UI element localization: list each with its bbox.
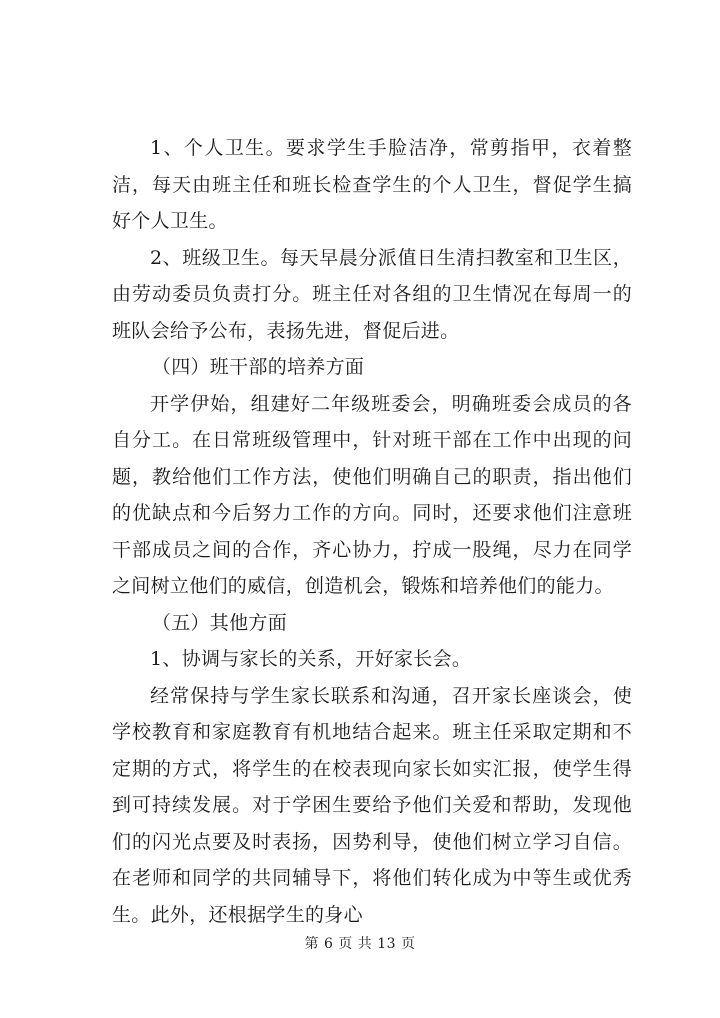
paragraph-class-cadre: 开学伊始，组建好二年级班委会，明确班委会成员的各自分工。在日常班级管理中，针对班干部在工作中出现的问题，教给他们工作方法，使他们明确自己的职责，指出他们的优缺点和今后努力工作的方向。同时，还要求他们注意班干部成员之间的合作，齐心协力，拧成一股绳，尽力在同学之间树立他们的威信，创造机会，锻炼和培养他们的能力。 (112, 392, 632, 597)
paragraph-parent-relations: 经常保持与学生家长联系和沟通，召开家长座谈会，使学校教育和家庭教育有机地结合起来。班主任采取定期和不定期的方式，将学生的在校表现向家长如实汇报，使学生得到可持续发展。对于学困生要给予他们关爱和帮助，发现他们的闪光点要及时表扬，因势利导，使他们树立学习自信。在老师和同学的共同辅导下，将他们转化成为中等生或优秀生。此外，还根据学生的身心 (112, 684, 632, 926)
document-body (112, 130, 632, 933)
section-heading-class-cadre: （四）班干部的培养方面 (151, 356, 365, 378)
paragraph-personal-hygiene: 1、个人卫生。要求学生手脸洁净，常剪指甲，衣着整洁，每天由班主任和班长检查学生的个人卫生，督促学生搞好个人卫生。 (112, 137, 632, 232)
section-heading-other: （五）其他方面 (151, 611, 287, 634)
paragraph-class-hygiene: 2、班级卫生。每天早晨分派值日生清扫教室和卫生区，由劳动委员负责打分。班主任对各组的卫生情况在每周一的班队会给予公布，表扬先进，督促后进。 (112, 246, 632, 342)
paragraph-parent-relations-title: 1、协调与家长的关系，开好家长会。 (150, 648, 472, 670)
page-number-footer: 第 6 页 共 13 页 (304, 936, 416, 952)
